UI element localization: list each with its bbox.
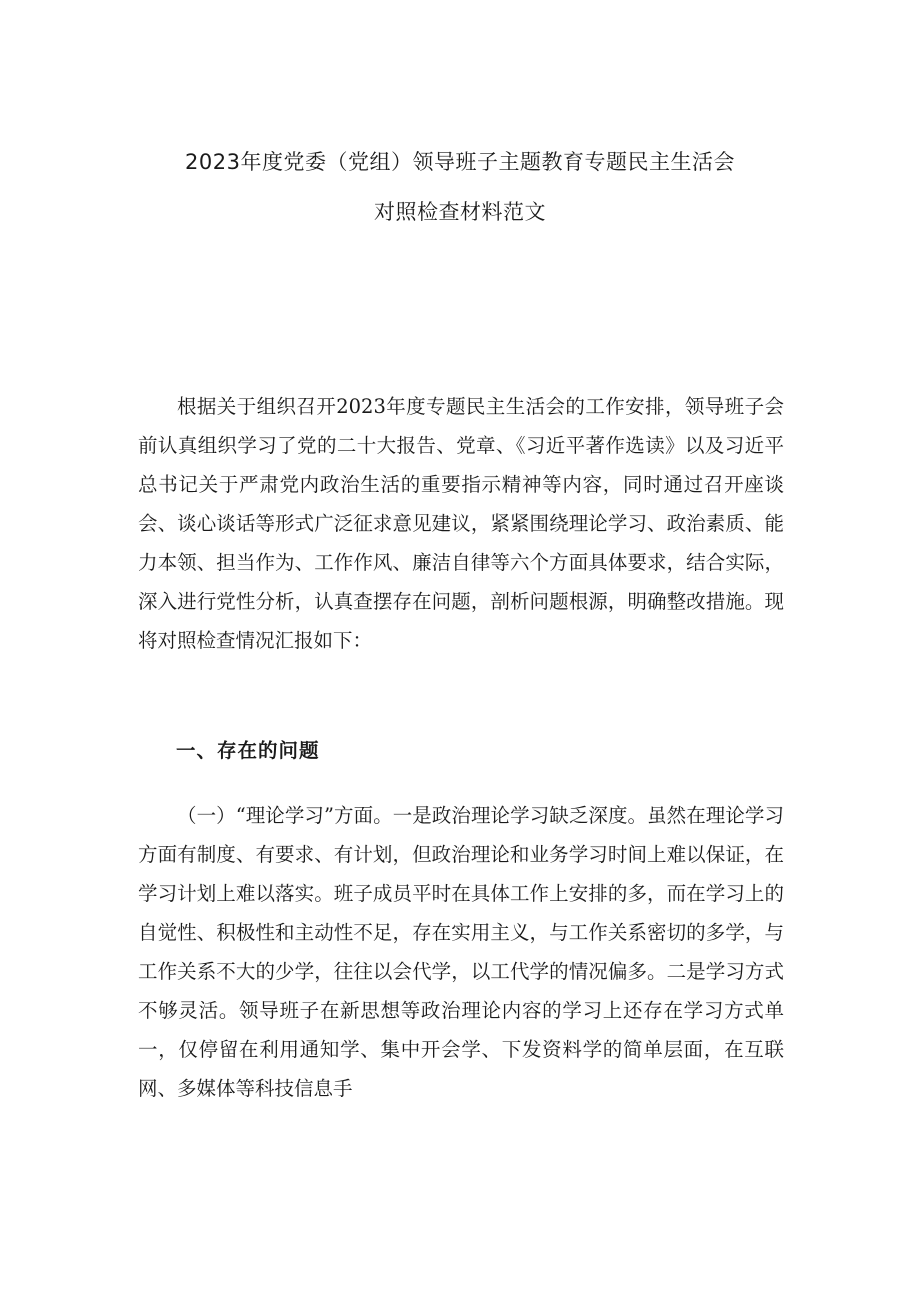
intro-paragraph-block <box>138 387 784 660</box>
section-paragraph-block <box>138 796 784 1108</box>
section-heading: 一、存在的问题 <box>176 739 320 762</box>
document-title-line-2: 对照检查材料范文 <box>374 200 546 224</box>
document-title-line-1: 2023年度党委（党组）领导班子主题教育专题民主生活会 <box>185 150 735 174</box>
intro-paragraph: 根据关于组织召开2023年度专题民主生活会的工作安排，领导班子会前认真组织学习了党的二十大报告、党章、《习近平著作选读》以及习近平总书记关于严肃党内政治生活的重要指示精神等内容，同时通过召开座谈会、谈心谈话等形式广泛征求意见建议，紧紧围绕理论学习、政治素质、能力本领、担当作为、工作作风、廉洁自律等六个方面具体要求，结合实际，深入进行党性分析，认真查摆存在问题，剖析问题根源，明确整改措施。现将对照检查情况汇报如下： <box>138 395 784 652</box>
section-paragraph: （一）“理论学习”方面。一是政治理论学习缺乏深度。虽然在理论学习方面有制度、有要求、有计划，但政治理论和业务学习时间上难以保证，在学习计划上难以落实。班子成员平时在具体工作上安排的多，而在学习上的自觉性、积极性和主动性不足，存在实用主义，与工作关系密切的多学，与工作关系不大的少学，往往以会代学，以工代学的情况偏多。二是学习方式不够灵活。领导班子在新思想等政治理论内容的学习上还存在学习方式单一，仅停留在利用通知学、集中开会学、下发资料学的简单层面，在互联网、多媒体等科技信息手 <box>138 804 784 1100</box>
